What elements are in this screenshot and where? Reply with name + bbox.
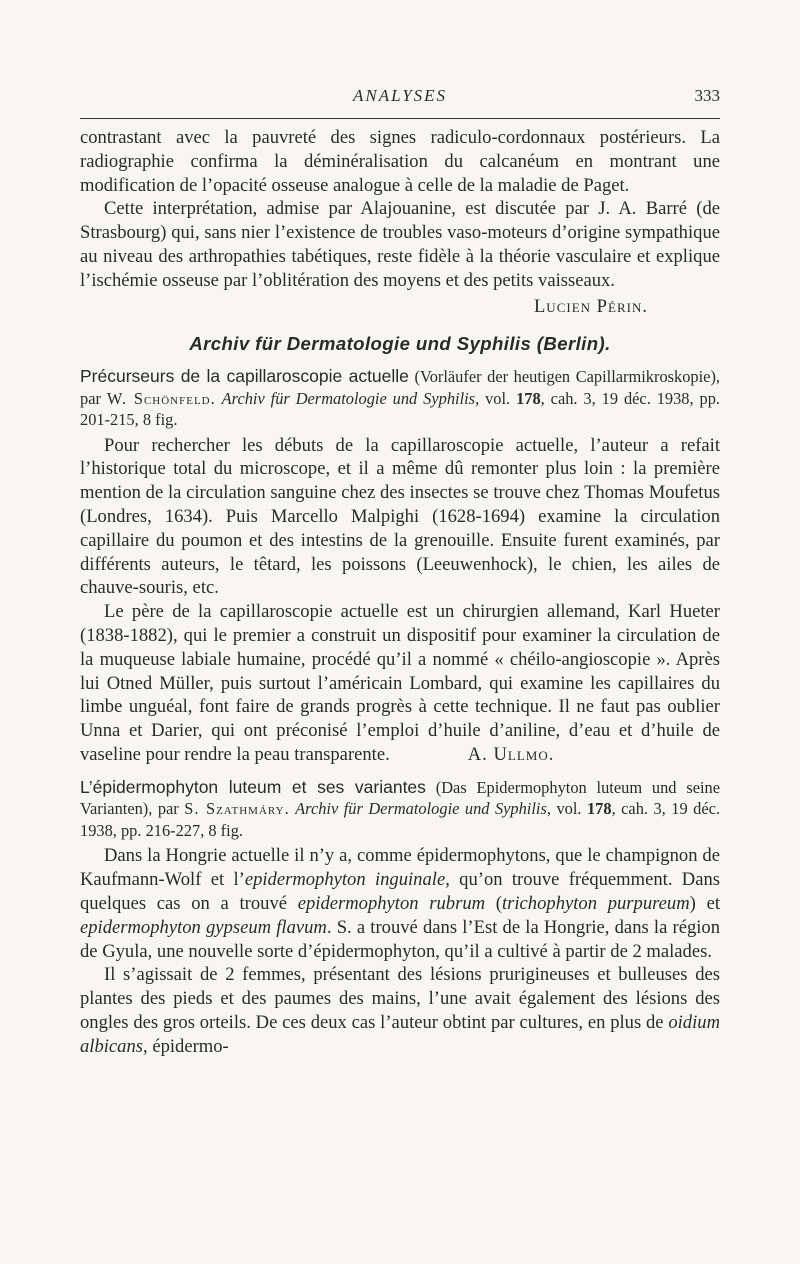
- article-1-volume: 178: [516, 388, 541, 408]
- article-1-original-title: (Vorläufer der heutigen Capillarmikroskopie), par: [80, 367, 720, 408]
- article-1-reference-tail: , cah. 3, 19 déc. 1938, pp. 201-215, 8 fig.: [80, 388, 720, 430]
- article-2-p2-text-a: Il s’agissait de 2 femmes, présentant des lésions prurigineuses et bulleuses des plantes des pieds et des paumes des mains, l’une avait également des lésions des ongles des gros orteils. De ces deux cas l’auteur obtint par cultures, en plus de: [80, 964, 720, 1033]
- article-2-p1-text-c: , qu’on trouve fréquemment. Dans quelques cas on a trouvé: [80, 869, 720, 914]
- running-title: ANALYSES: [352, 86, 448, 105]
- header-rule: [80, 118, 720, 119]
- article-2-p2-italic-b: oidium albicans: [80, 1011, 720, 1057]
- article-2-p1-text-g: ) et: [689, 892, 720, 914]
- intro-signature: Lucien Périn.: [533, 295, 648, 317]
- article-2-p1-text-i: . S. a trouvé dans l’Est de la Hongrie, dans la région de Gyula, une nouvelle sorte d’épidermophyton, qu’il a cultivé à partir de 2 malades.: [80, 916, 721, 962]
- article-2-title: L’épidermophyton luteum et ses variantes: [80, 776, 426, 797]
- article-1-journal: Archiv für Dermatologie und Syphilis,: [221, 388, 480, 408]
- article-1-signature: A. Ullmo.: [467, 744, 555, 766]
- article-2-volume: 178: [586, 799, 612, 819]
- article-1-paragraph-2: [80, 600, 720, 767]
- article-2-p1-italic-h: epidermophyton gypseum flavum: [80, 916, 327, 938]
- article-2-paragraph-2: [80, 963, 720, 1058]
- article-1-title: Précurseurs de la capillaroscopie actuelle: [80, 366, 409, 387]
- page-content: [80, 126, 720, 1059]
- article-2-author: S. Szathmáry.: [184, 799, 290, 819]
- page-number: 333: [694, 86, 720, 105]
- article-2-p1-text-e: (: [485, 892, 502, 914]
- intro-paragraph-1: contrastant avec la pauvreté des signes radiculo-cordonnaux postérieurs. La radiographie confirma la déminéralisation du calcanéum en montrant une modification de l’opacité osseuse analogue à celle de la maladie de Paget.: [80, 127, 720, 196]
- article-2-reference-tail: , cah. 3, 19 déc. 1938, pp. 216-227, 8 fig.: [80, 799, 720, 840]
- article-2-p1-italic-d: epidermophyton rubrum: [297, 892, 486, 914]
- article-2-p1-italic-b: epidermophyton inguinale: [244, 869, 446, 891]
- article-2-heading: [80, 777, 720, 842]
- article-1-heading: [80, 366, 720, 431]
- journal-heading: Archiv für Dermatologie und Syphilis (Berlin).: [189, 333, 611, 355]
- article-1-paragraph-2-text: Le père de la capillaroscopie actuelle est un chirurgien allemand, Karl Hueter (1838-1882), qui le premier a construit un dispositif pour examiner la circulation de la muqueuse labiale humaine, procédé qu’il a nommé « chéilo-angioscopie ». Après lui Otned Müller, puis surtout l’américain Lombard, qui examine les capillaires du limbe unguéal, font faire de grands progrès à cette technique. Il ne faut pas oublier Unna et Darier, qui ont préconisé l’emploi d’huile d’aniline, d’eau et d’huile de vaseline pour rendre la peau transparente.: [80, 601, 720, 766]
- article-2-journal: Archiv für Dermatologie und Syphilis,: [295, 799, 551, 819]
- article-1-paragraph-1: Pour rechercher les débuts de la capillaroscopie actuelle, l’auteur a refait l’historique total du microscope, et il a même dû remonter plus loin : la première mention de la circulation sanguine chez des insectes se trouve chez Thomas Moufetus (Londres, 1634). Puis Marcello Malpighi (1628-1694) examine la circulation capillaire du poumon et des intestins de la grenouille. Ensuite furent examinés, par différents auteurs, le têtard, les poissons (Leeuwenhock), le chien, les ailes de chauve-souris, etc.: [80, 434, 720, 599]
- intro-paragraph-2: Cette interprétation, admise par Alajouanine, est discutée par J. A. Barré (de Strasbourg) qui, sans nier l’existence de troubles vaso-moteurs d’origine sympathique au niveau des arthropathies tabétiques, reste fidèle à la théorie vasculaire et explique l’ischémie osseuse par l’oblitération des moyens et des petits vaisseaux.: [80, 198, 720, 291]
- running-header: [80, 86, 720, 112]
- article-2-p2-text-c: , épidermo-: [143, 1035, 229, 1057]
- article-1-author: W. Schönfeld.: [106, 388, 216, 408]
- article-2-paragraph-1: [80, 844, 720, 963]
- article-1-vol-label: vol.: [485, 388, 511, 408]
- article-2-original-title: (Das Epidermophyton luteum und seine Varianten), par: [80, 777, 720, 819]
- article-2-vol-label: vol.: [556, 799, 582, 819]
- article-2-p1-italic-f: trichophyton purpureum: [501, 892, 690, 914]
- article-2-p1-text-a: Dans la Hongrie actuelle il n’y a, comme épidermophytons, que le champignon de Kaufmann-Wolf et l’: [80, 845, 720, 891]
